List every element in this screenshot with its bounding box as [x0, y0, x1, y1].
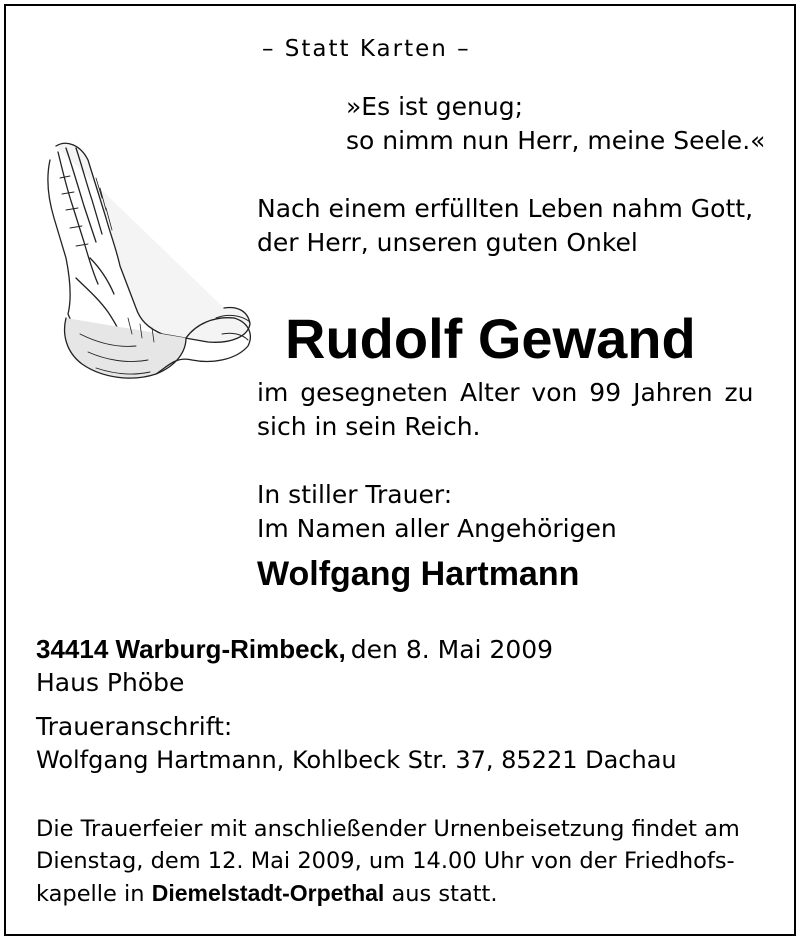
age-line-1: im gesegneten Alter von 99 Jahren zu: [257, 378, 754, 407]
house-name: Haus Phöbe: [36, 668, 185, 697]
statt-karten-heading: – Statt Karten –: [262, 36, 471, 62]
age-line-2: sich in sein Reich.: [257, 412, 481, 441]
intro-line-1: Nach einem erfüllten Leben nahm Gott,: [257, 194, 754, 223]
notice-date: den 8. Mai 2009: [350, 635, 554, 664]
ceremony-line-3: [36, 880, 498, 907]
ceremony-line-2: Dienstag, dem 12. Mai 2009, um 14.00 Uhr von der Friedhofs-: [36, 848, 735, 874]
signer-name: Wolfgang Hartmann: [257, 555, 580, 593]
verse-line-1: »Es ist genug;: [346, 92, 524, 121]
intro-line-2: der Herr, unseren guten Onkel: [257, 228, 638, 257]
ceremony-place: Diemelstadt-Orpethal: [151, 880, 385, 906]
deceased-name: Rudolf Gewand: [285, 307, 696, 370]
address-value: Wolfgang Hartmann, Kohlbeck Str. 37, 85221 Dachau: [36, 746, 677, 774]
mourners-line-1: In stiller Trauer:: [257, 480, 453, 509]
praying-hands-icon: [36, 138, 256, 388]
ceremony-line-3-post: aus statt.: [391, 881, 498, 907]
place-date-line: [36, 634, 553, 665]
address-label: Traueranschrift:: [36, 712, 233, 741]
ceremony-line-3-pre: kapelle in: [36, 881, 145, 907]
place-city: 34414 Warburg-Rimbeck,: [36, 634, 346, 664]
verse-line-2: so nimm nun Herr, meine Seele.«: [346, 126, 766, 155]
ceremony-line-1: Die Trauerfeier mit anschließender Urnenbeisetzung findet am: [36, 816, 740, 842]
mourners-line-2: Im Namen aller Angehörigen: [257, 514, 617, 543]
